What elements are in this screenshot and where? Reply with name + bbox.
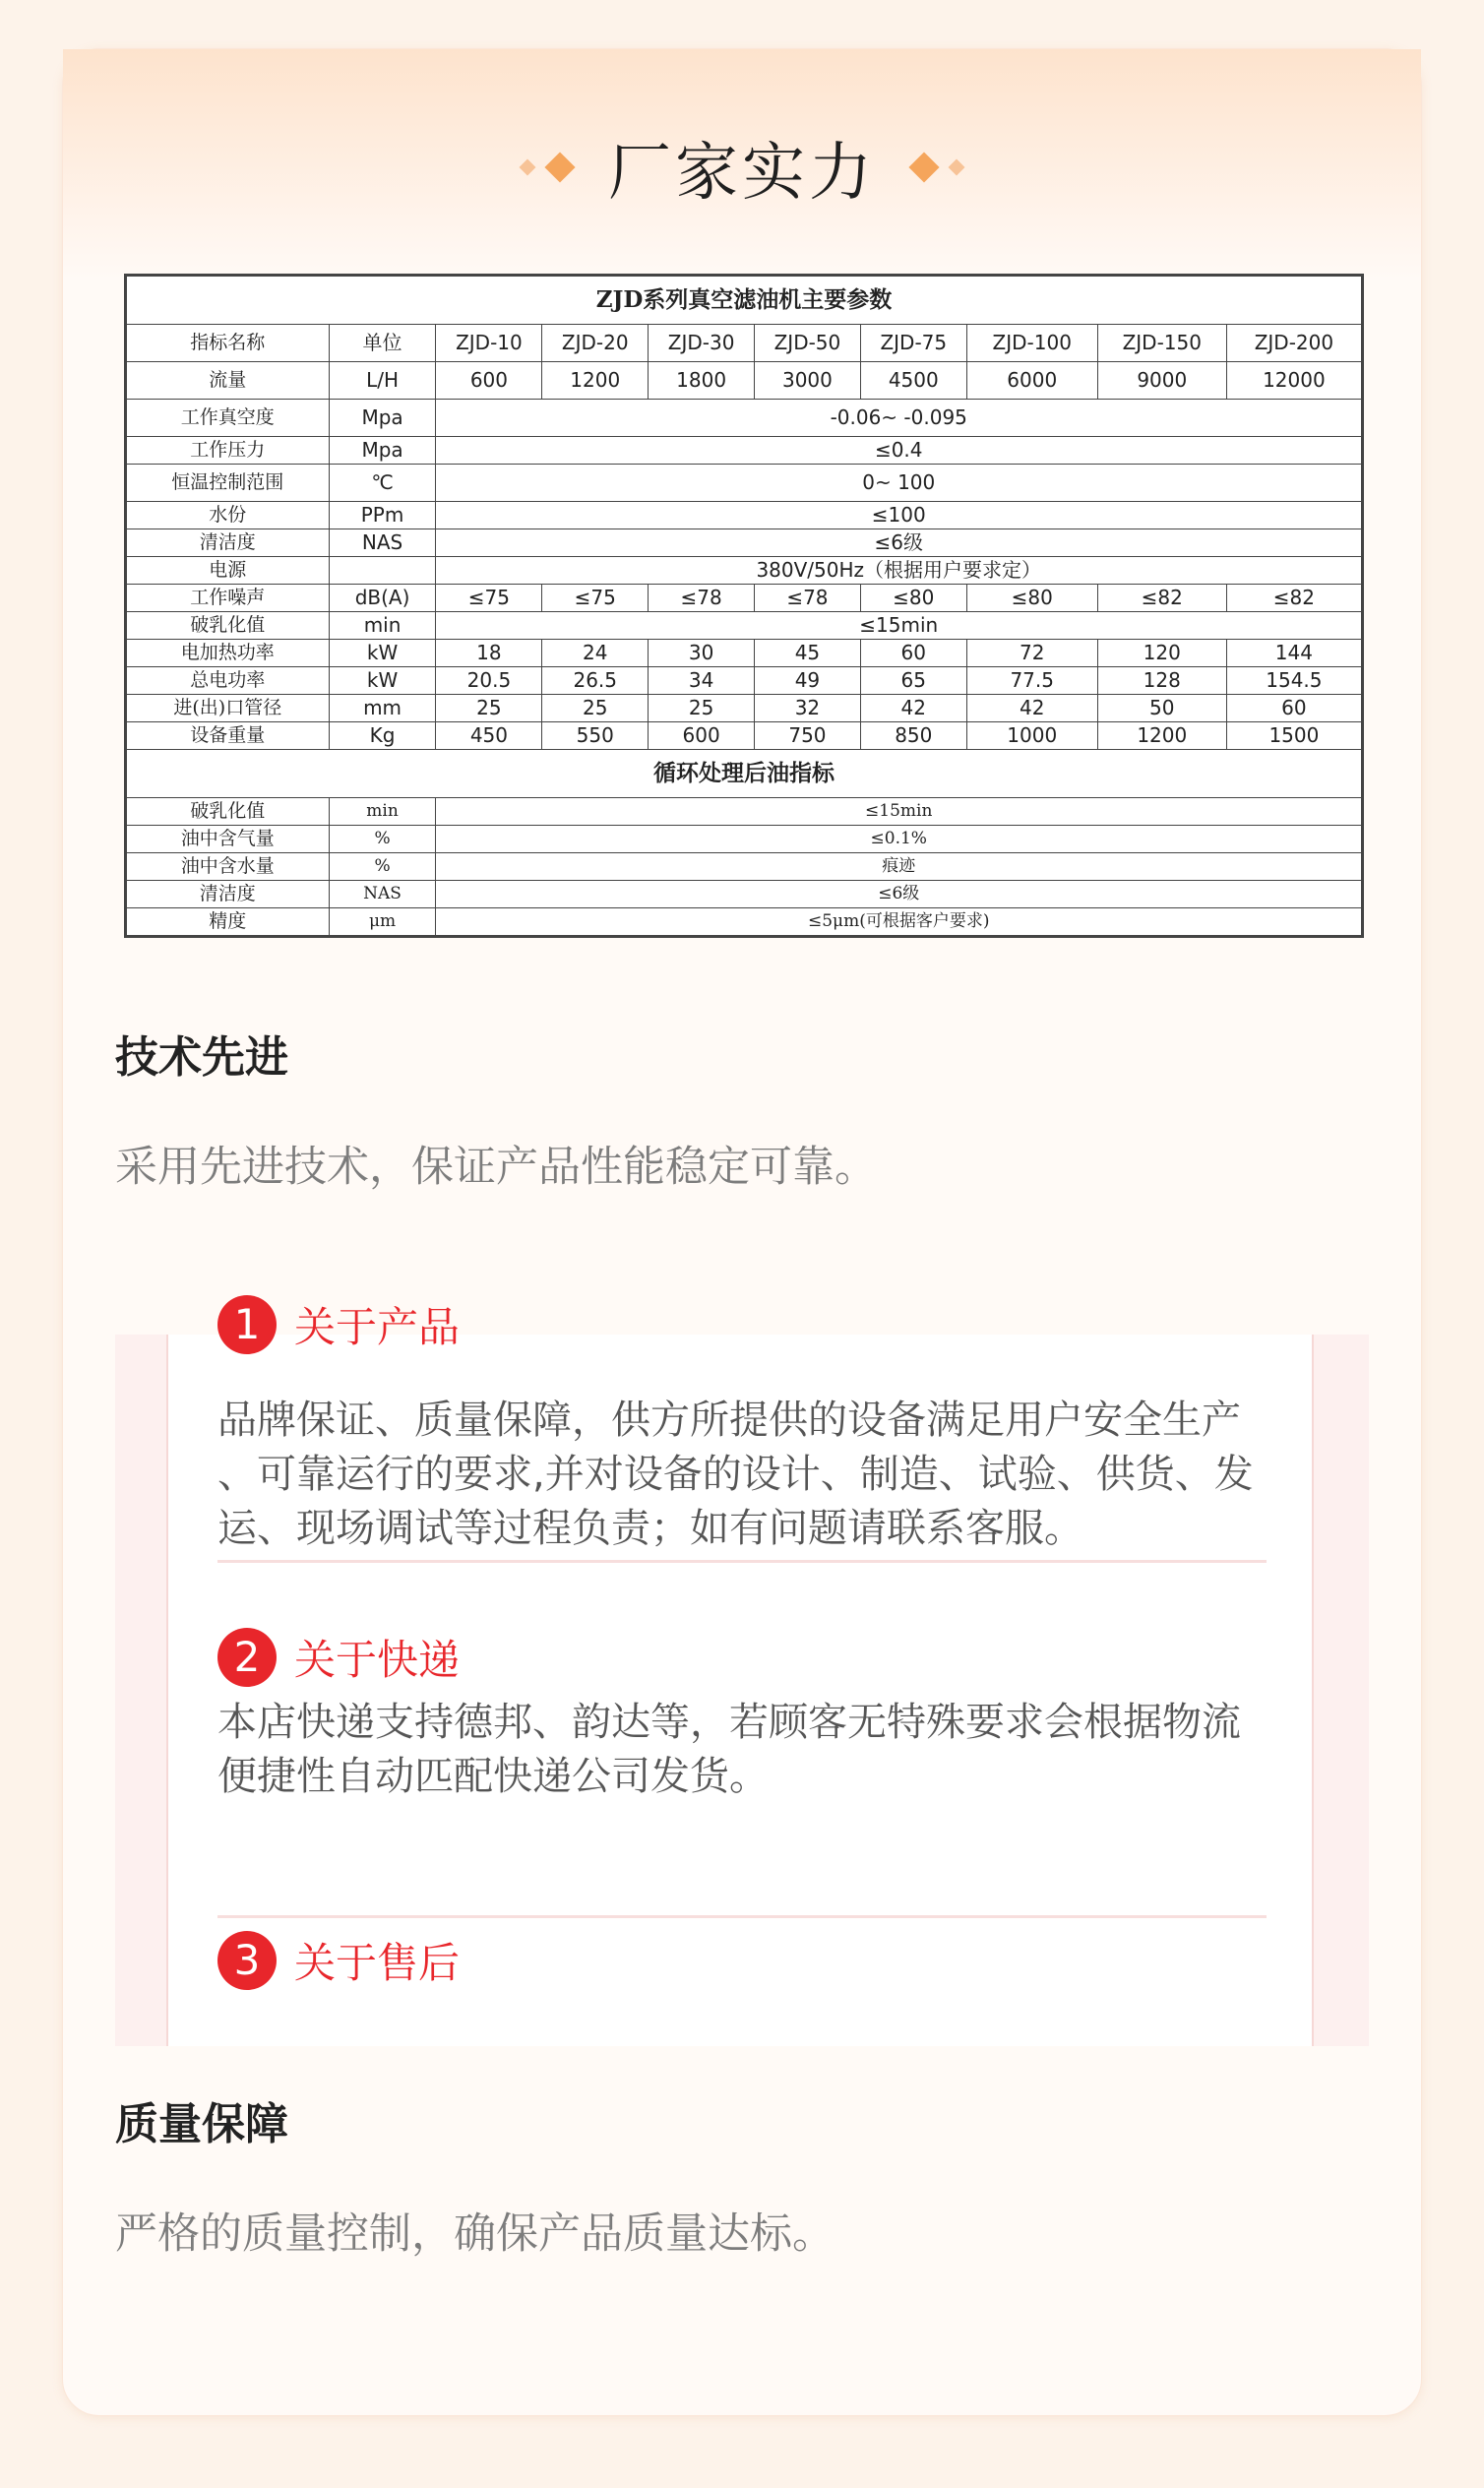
table-cell: NAS — [329, 881, 436, 908]
table-cell: ZJD-30 — [649, 325, 755, 362]
table-row — [127, 798, 1362, 826]
table-row — [127, 362, 1362, 400]
table-cell: ≤100 — [436, 502, 1362, 529]
table-cell: ≤82 — [1097, 585, 1226, 612]
table-cell: Mpa — [329, 400, 436, 437]
table-cell — [329, 557, 436, 585]
table-cell: ≤15min — [436, 798, 1362, 826]
table-cell: min — [329, 612, 436, 640]
table-cell: 600 — [649, 722, 755, 750]
table-cell: % — [329, 853, 436, 881]
table-cell: L/H — [329, 362, 436, 400]
service-item-body: 本店快递支持德邦、韵达等，若顾客无特殊要求会根据物流 便捷性自动匹配快递公司发货。 — [217, 1700, 1241, 1799]
table-cell: -0.06~ -0.095 — [436, 400, 1362, 437]
table-cell: 12000 — [1226, 362, 1361, 400]
table-cell: ≤5μm(可根据客户要求) — [436, 908, 1362, 936]
page-title: 厂家实力 — [608, 137, 876, 210]
table-cell: 油中含气量 — [127, 826, 330, 853]
table-cell: 设备重量 — [127, 722, 330, 750]
table-cell: ≤15min — [436, 612, 1362, 640]
table-cell: ≤75 — [542, 585, 649, 612]
table-cell: dB(A) — [329, 585, 436, 612]
table-row — [127, 722, 1362, 750]
table-cell: ZJD-150 — [1097, 325, 1226, 362]
table-cell: 水份 — [127, 502, 330, 529]
table-row — [127, 502, 1362, 529]
number-badge: 3 — [217, 1931, 277, 1990]
service-item-label: 关于售后 — [294, 1939, 461, 1987]
table-cell: 油中含水量 — [127, 853, 330, 881]
table-cell: ZJD-10 — [436, 325, 542, 362]
table-cell: 0~ 100 — [436, 465, 1362, 502]
table-row — [127, 325, 1362, 362]
table-cell: 120 — [1097, 640, 1226, 667]
table-cell: 34 — [649, 667, 755, 695]
table-cell: 42 — [966, 695, 1097, 722]
table-cell: 45 — [755, 640, 861, 667]
table-cell: kW — [329, 667, 436, 695]
table-cell: 总电功率 — [127, 667, 330, 695]
table-row — [127, 557, 1362, 585]
table-cell: 750 — [755, 722, 861, 750]
feature-description: 严格的质量控制，确保产品质量达标。 — [115, 2209, 835, 2259]
table-cell: 128 — [1097, 667, 1226, 695]
table-cell: ℃ — [329, 465, 436, 502]
table-cell: 25 — [542, 695, 649, 722]
spec-table — [126, 276, 1362, 936]
table-cell: 电加热功率 — [127, 640, 330, 667]
table-row — [127, 400, 1362, 437]
divider — [217, 1560, 1267, 1563]
table-cell: μm — [329, 908, 436, 936]
diamond-icon — [949, 159, 965, 176]
diamond-icon — [520, 159, 536, 176]
panel-edge — [1312, 1335, 1369, 2046]
table-cell: Kg — [329, 722, 436, 750]
table-cell: ZJD-20 — [542, 325, 649, 362]
number-badge: 2 — [217, 1628, 277, 1687]
table-cell: ≤78 — [649, 585, 755, 612]
feature-description: 采用先进技术，保证产品性能稳定可靠。 — [115, 1143, 877, 1192]
table-cell: 42 — [860, 695, 966, 722]
table-row — [127, 908, 1362, 936]
table-cell: ≤78 — [755, 585, 861, 612]
service-item-shipping — [217, 1628, 460, 1687]
table-row — [127, 612, 1362, 640]
table-cell: 1200 — [542, 362, 649, 400]
title-bar — [63, 118, 1421, 217]
table-cell: 850 — [860, 722, 966, 750]
table-cell: 工作真空度 — [127, 400, 330, 437]
table-cell: 49 — [755, 667, 861, 695]
card-header — [63, 49, 1421, 280]
table-cell: 25 — [649, 695, 755, 722]
table-cell: ≤0.4 — [436, 437, 1362, 465]
table-cell: 60 — [1226, 695, 1361, 722]
table-cell: 工作压力 — [127, 437, 330, 465]
table-cell: 指标名称 — [127, 325, 330, 362]
table-cell: ZJD-100 — [966, 325, 1097, 362]
service-item-body: 品牌保证、质量保障，供方所提供的设备满足用户安全生产 、可靠运行的要求,并对设备的设计、制造、试验、供货、发 运、现场调试等过程负责；如有问题请联系客服。 — [217, 1398, 1254, 1551]
table-cell: 电源 — [127, 557, 330, 585]
table-cell: 77.5 — [966, 667, 1097, 695]
table-cell: 单位 — [329, 325, 436, 362]
table-cell: 144 — [1226, 640, 1361, 667]
table-cell: 破乳化值 — [127, 798, 330, 826]
table-cell: ≤75 — [436, 585, 542, 612]
table-cell: 1800 — [649, 362, 755, 400]
diamond-icon — [908, 152, 939, 182]
spec-table-image — [124, 274, 1364, 938]
table-cell: 65 — [860, 667, 966, 695]
table-cell: ≤0.1% — [436, 826, 1362, 853]
service-info-panel — [115, 1300, 1369, 2046]
table-cell: ZJD-75 — [860, 325, 966, 362]
table-cell: 3000 — [755, 362, 861, 400]
service-item-label: 关于快递 — [294, 1636, 461, 1684]
table-cell: 550 — [542, 722, 649, 750]
service-item-label: 关于产品 — [294, 1303, 461, 1351]
table-cell: 流量 — [127, 362, 330, 400]
table-cell: 72 — [966, 640, 1097, 667]
table-row — [127, 585, 1362, 612]
table-cell: 循环处理后油指标 — [127, 750, 1362, 798]
table-cell: 破乳化值 — [127, 612, 330, 640]
table-row — [127, 881, 1362, 908]
table-row — [127, 529, 1362, 557]
table-cell: ≤6级 — [436, 881, 1362, 908]
table-cell: 1000 — [966, 722, 1097, 750]
table-cell: 18 — [436, 640, 542, 667]
table-cell: ≤82 — [1226, 585, 1361, 612]
table-cell: ≤80 — [860, 585, 966, 612]
table-cell: 清洁度 — [127, 529, 330, 557]
feature-title: 质量保障 — [115, 2099, 288, 2149]
table-cell: 1200 — [1097, 722, 1226, 750]
table-cell: 进(出)口管径 — [127, 695, 330, 722]
table-cell: 154.5 — [1226, 667, 1361, 695]
table-cell: ≤80 — [966, 585, 1097, 612]
table-cell: 24 — [542, 640, 649, 667]
feature-title: 技术先进 — [115, 1032, 288, 1083]
table-row — [127, 640, 1362, 667]
service-item-aftersales — [217, 1931, 460, 1990]
table-row — [127, 853, 1362, 881]
table-cell: ≤6级 — [436, 529, 1362, 557]
table-cell: 1500 — [1226, 722, 1361, 750]
table-cell: 60 — [860, 640, 966, 667]
table-row — [127, 750, 1362, 798]
table-cell: PPm — [329, 502, 436, 529]
number-badge: 1 — [217, 1295, 277, 1354]
table-cell: 清洁度 — [127, 881, 330, 908]
table-cell: 32 — [755, 695, 861, 722]
table-cell: 450 — [436, 722, 542, 750]
table-cell: 痕迹 — [436, 853, 1362, 881]
table-row — [127, 695, 1362, 722]
table-cell: 25 — [436, 695, 542, 722]
table-cell: 600 — [436, 362, 542, 400]
table-cell: 6000 — [966, 362, 1097, 400]
divider — [217, 1915, 1267, 1918]
table-cell: 工作噪声 — [127, 585, 330, 612]
table-cell: 9000 — [1097, 362, 1226, 400]
table-cell: 380V/50Hz（根据用户要求定） — [436, 557, 1362, 585]
table-cell: 恒温控制范围 — [127, 465, 330, 502]
table-row — [127, 667, 1362, 695]
table-cell: 30 — [649, 640, 755, 667]
table-cell: ZJD-200 — [1226, 325, 1361, 362]
table-row — [127, 277, 1362, 325]
diamond-icon — [544, 152, 575, 182]
table-cell: mm — [329, 695, 436, 722]
table-cell: min — [329, 798, 436, 826]
table-cell: 26.5 — [542, 667, 649, 695]
table-cell: 50 — [1097, 695, 1226, 722]
table-row — [127, 826, 1362, 853]
table-cell: 精度 — [127, 908, 330, 936]
factory-strength-card — [62, 48, 1422, 2416]
table-row — [127, 465, 1362, 502]
table-cell: ZJD系列真空滤油机主要参数 — [127, 277, 1362, 325]
table-row — [127, 437, 1362, 465]
table-cell: kW — [329, 640, 436, 667]
table-cell: NAS — [329, 529, 436, 557]
table-cell: % — [329, 826, 436, 853]
table-cell: 20.5 — [436, 667, 542, 695]
panel-edge — [115, 1335, 168, 2046]
service-item-product — [217, 1295, 460, 1354]
table-cell: Mpa — [329, 437, 436, 465]
table-cell: ZJD-50 — [755, 325, 861, 362]
table-cell: 4500 — [860, 362, 966, 400]
